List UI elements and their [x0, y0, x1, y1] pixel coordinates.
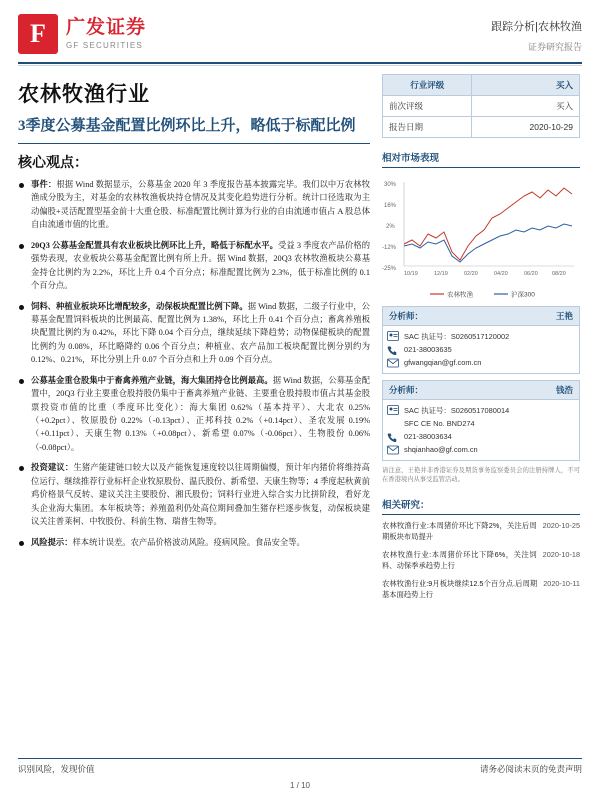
svg-text:30%: 30% — [384, 182, 397, 188]
analyst-details-1 — [382, 326, 580, 374]
svg-text:02/20: 02/20 — [464, 271, 478, 277]
svg-text:04/20: 04/20 — [494, 271, 508, 277]
phone-icon — [387, 345, 399, 355]
analyst-phone-row-2 — [387, 430, 575, 443]
prev-rating-value: 买入 — [472, 96, 580, 117]
prev-rating-label: 前次评级 — [383, 96, 472, 117]
table-row — [383, 96, 580, 117]
list-item — [18, 374, 370, 455]
footer-divider — [18, 758, 582, 759]
analyst-name-2: 钱浩 — [555, 385, 573, 395]
analyst-email-row-2 — [387, 443, 575, 456]
mail-icon — [387, 358, 399, 368]
related-date: 2020-10-18 — [542, 549, 580, 559]
footer-right-text: 请务必阅读末页的免责声明 — [479, 764, 582, 774]
svg-text:12/19: 12/19 — [434, 271, 448, 277]
bullet-lead: 饲料、种植业板块环比增配较多，动保板块配置比例下降。 — [31, 301, 248, 311]
core-view-list — [18, 178, 370, 549]
report-date-value: 2020-10-29 — [472, 117, 580, 138]
analyst-phone-row-1 — [387, 343, 575, 356]
rating-header-label: 行业评级 — [383, 75, 472, 96]
analyst-disclaimer: 请注意，王艳并非香港证券及期货事务监察委员会的注册持牌人，不可在香港境内从事受监管活动。 — [382, 467, 580, 484]
page-body — [0, 66, 600, 608]
analyst-sac-1: SAC 执证号：S0260517120002 — [404, 331, 510, 341]
bullet-text: 根据 Wind 数据显示，公募基金 2020 年 3 季度报告基本披露完毕。我们以中万农林牧渔成分股为主，对基金的农林牧渔板块持仓情况及其变化趋势进行分析。统计口径选取为主动偏股+灵活配置型基金前十大重仓股、标准配置比例计算为行业的自由流通市值占 A 股总体自由流通市值的比重。 — [31, 180, 370, 230]
analyst-role-2: 分析师： — [389, 385, 424, 395]
report-title: 3季度公募基金配置比例环比上升，略低于标配比例 — [18, 118, 356, 134]
mail-icon — [387, 445, 399, 455]
header-subtitle: 证券研究报告 — [527, 42, 582, 52]
table-row — [383, 117, 580, 138]
list-item — [18, 536, 370, 549]
related-research-list — [382, 521, 580, 601]
bullet-lead: 事件： — [31, 180, 57, 189]
bullet-text: 据 Wind 数据，公募基金配置中，20Q3 行业主要重仓股持股仍集中于畜禽养殖产业链、主要重仓股持股市值占其基金股票投资市值的比重（季度环比变化）：海大集团 0.62%（基本持平）、大北农 0.25%（+0.2pct）、牧原股份 0.22%（-0.13pct）、正邦科技 0.2%（+0.14pct）、圣农发展 0.19%（+0.11pct）、天康生物 0.13%（+0.08pct）、新希望 0.07%（-0.06pct）、生物股份 0.06%（-0.08pct）。 — [31, 375, 370, 452]
page-header — [0, 0, 600, 60]
list-item — [18, 461, 370, 528]
report-date-label: 报告日期 — [383, 117, 472, 138]
analyst-sac-2: SAC 执证号：S0260517080014 — [404, 405, 510, 415]
header-right — [491, 14, 582, 53]
related-date: 2020-10-11 — [543, 578, 580, 588]
analyst-sac-row-1 — [387, 329, 575, 343]
analyst-header-2 — [382, 380, 580, 400]
bullet-lead: 20Q3 公募基金配置具有农业板块比例环比上升，略低于标配水平。 — [31, 240, 278, 250]
analyst-phone-1[interactable]: 021-38003635 — [404, 345, 452, 354]
analyst-phone-2[interactable]: 021-38003634 — [404, 432, 452, 441]
analyst-email-1[interactable]: gfwangqian@gf.com.cn — [404, 358, 482, 367]
analyst-details-2 — [382, 400, 580, 461]
list-item — [18, 300, 370, 367]
analyst-sfc-row-2 — [387, 417, 575, 430]
list-item[interactable] — [382, 579, 580, 601]
related-title: 农林牧渔行业:本周猪价环比下降2%，关注后周期板块布局提升 — [382, 520, 537, 541]
related-research-heading: 相关研究： — [382, 497, 580, 515]
analyst-email-2[interactable]: shqianhao@gf.com.cn — [404, 445, 478, 454]
bullet-text: 生猪产能建链口较大以及产能恢复速度较以往周期偏慢，预计年内猪价将维持高位运行、继续推荐行业标杆企业牧原股份、温氏股份、新希望、天康生物等；4 季度起秋黄前鸡价格景气反转、建议关注主要股份、湘氏股份；饲料行业进入综合实力比拼阶段，看好龙头企业海大集团。本年板块等；养殖盈利仍处高位期间叠加生猪存栏逐步恢复，动保板块建议关注普莱柯、中牧股份、科前生物、瑞普生物等。 — [31, 463, 370, 527]
performance-line-chart — [382, 174, 580, 282]
svg-text:08/20: 08/20 — [552, 271, 566, 277]
page-title: 农林牧渔行业 — [18, 82, 150, 106]
side-column — [382, 74, 580, 608]
footer-left-text: 识别风险，发现价值 — [18, 764, 95, 774]
page-number: 1 / 10 — [289, 781, 310, 790]
related-title: 农林牧渔行业:本周猪价环比下降6%，关注饲料、动保季承趋势上行 — [382, 549, 537, 570]
bullet-lead: 风险提示： — [31, 537, 73, 547]
list-item[interactable] — [382, 521, 580, 543]
svg-text:16%: 16% — [384, 203, 397, 209]
phone-icon — [387, 432, 399, 442]
bullet-text: 样本统计误差。农产品价格波动风险。疫病风险。食品安全等。 — [72, 537, 305, 547]
logo-text-cn: 广发证券 — [66, 17, 147, 39]
svg-text:沪深300: 沪深300 — [511, 291, 535, 299]
core-view-heading: 核心观点： — [18, 156, 88, 171]
list-item[interactable] — [382, 550, 580, 572]
brand-logo — [18, 14, 146, 54]
spacer-icon — [387, 419, 399, 429]
id-card-icon — [387, 405, 399, 415]
analyst-role-1: 分析师： — [389, 311, 424, 321]
list-item — [18, 239, 370, 293]
logo-text-en: GF SECURITIES — [66, 40, 143, 50]
market-performance-chart — [382, 174, 580, 306]
page-footer — [18, 758, 582, 790]
svg-text:-25%: -25% — [382, 266, 397, 272]
header-category: 跟踪分析|农林牧渔 — [491, 21, 582, 33]
list-item — [18, 178, 370, 232]
svg-text:-12%: -12% — [382, 245, 397, 251]
analyst-email-row-1 — [387, 356, 575, 369]
svg-text:2%: 2% — [386, 224, 395, 230]
svg-text:农林牧渔: 农林牧渔 — [447, 291, 473, 299]
title-divider — [18, 143, 370, 144]
related-title: 农林牧渔行业:9月板块继续12.5个百分点.后周期基本面趋势上行 — [382, 578, 538, 599]
related-date: 2020-10-25 — [542, 520, 580, 530]
main-column — [18, 74, 370, 608]
bullet-text: 受益 3 季度农产品价格的强势表现，农业板块公募基金配置比例有所上升。据 Wind 数据，20Q3 农林牧渔板块公募基金持仓比例约为 2.2%，环比上升 0.4 个百分点；标准配置比例为 2.3%，低于标准比例的 0.1 个百分点。 — [31, 240, 370, 291]
analyst-header-1 — [382, 306, 580, 326]
analyst-name-1: 王艳 — [555, 311, 573, 321]
header-divider — [18, 62, 582, 64]
bullet-text: 据 Wind 数据，二级子行业中，公募基金配置饲料板块的比例最高、配置比例为 1.38%，环比上升 0.41 个百分点；畜禽养殖板块配置比例约为 0.42%，环比下降 0.04 个百分点，继续延续下降趋势；动物保健板块的配置比例约为 0.08%，环比略降约 0.06 个百分点；种植业、农产品加工板块配置比例分别约为 0.12%、0.21%，环比分别上升 0.07 个百分点和上升 0.09 个百分点。 — [31, 301, 370, 365]
svg-text:10/19: 10/19 — [404, 271, 418, 277]
logo-mark-icon: F — [18, 14, 58, 54]
chart-legend — [382, 287, 580, 301]
market-performance-heading: 相对市场表现 — [382, 150, 580, 168]
id-card-icon — [387, 331, 399, 341]
svg-text:06/20: 06/20 — [524, 271, 538, 277]
analyst-sfc-2: SFC CE No. BND274 — [404, 419, 475, 428]
rating-table — [382, 74, 580, 138]
bullet-lead: 投资建议： — [31, 463, 74, 473]
analyst-sac-row-2 — [387, 403, 575, 417]
rating-header-value: 买入 — [472, 75, 580, 96]
bullet-lead: 公募基金重仓股集中于畜禽养殖产业链，海大集团持仓比例最高。 — [31, 375, 273, 385]
